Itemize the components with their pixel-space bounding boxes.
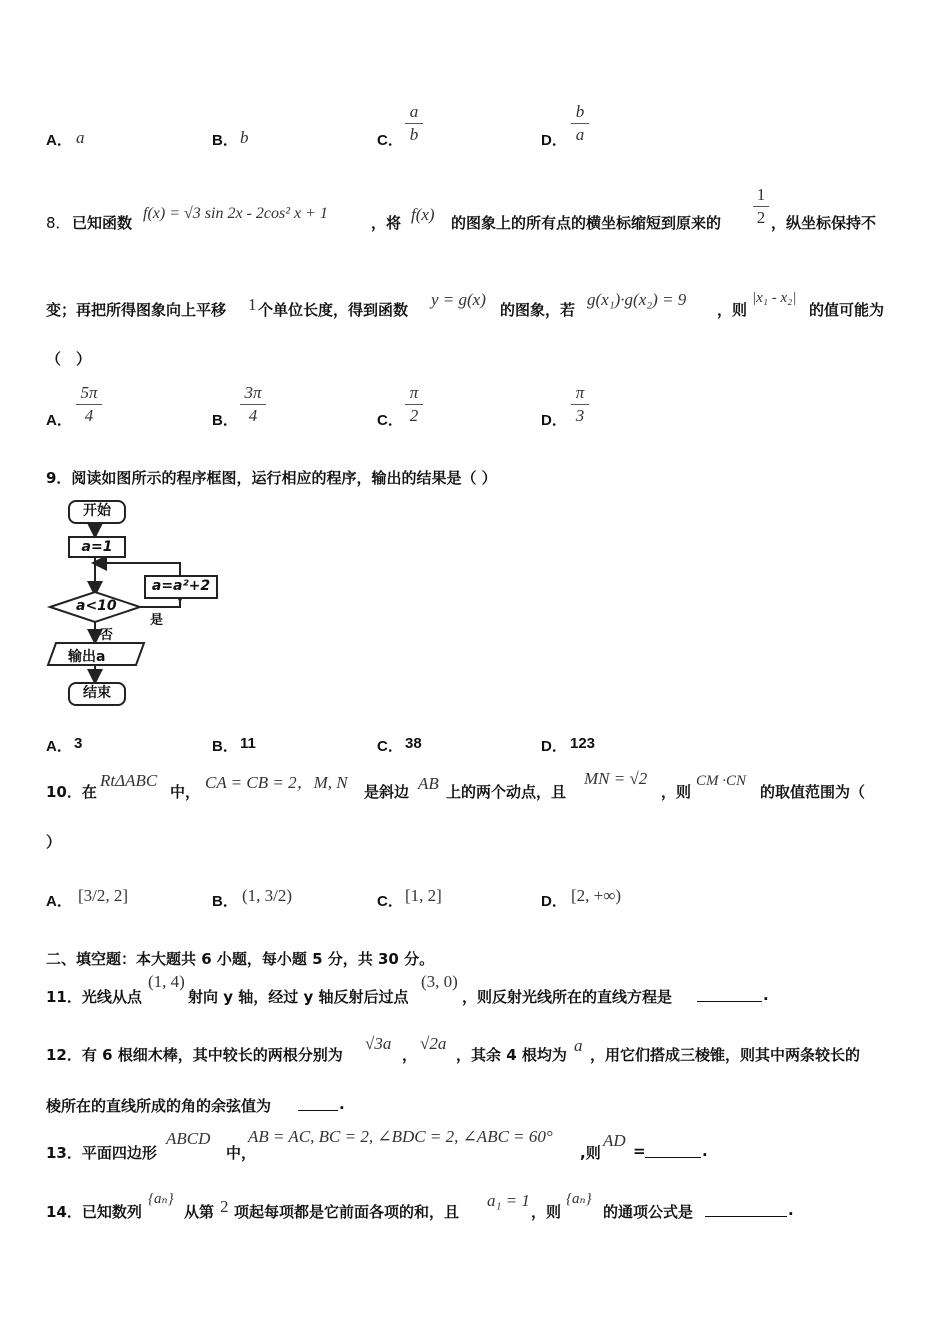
q9-option-a-value: 3 [74,735,83,752]
q8-line2-text-5: 的值可能为 [809,301,885,319]
q9-option-d-label: D． [541,738,567,755]
q8-line2-text-4: ，则 [717,301,748,319]
q13-period: . [702,1142,708,1160]
q8-text-4: ，纵坐标保持不 [771,214,877,232]
fraction-denominator: 3 [575,406,585,425]
q11-answer-blank[interactable] [697,987,762,1002]
q12-text-2: ， [402,1046,418,1064]
q8-line2-text-3: 的图象，若 [500,301,576,319]
q8-function-definition: f(x) = √3 sin 2x - 2cos² x + 1 [143,205,328,222]
fraction-denominator: 4 [248,406,258,425]
q9-option-d-value: 123 [570,735,596,752]
q8-option-b-label: B． [212,412,238,429]
fraction-numerator: π [575,383,585,402]
q8-option-d-label: D． [541,412,567,429]
q10-option-c-label: C． [377,893,403,910]
q12-value-3: a [574,1036,583,1055]
q7-option-a-value: a [76,128,85,147]
q8-answer-paren: （ ） [46,350,92,368]
q8-text-2: ，将 [371,214,402,232]
q8-option-c-label: C． [377,412,403,429]
q8-option-c-fraction [405,383,423,426]
q10-mn: MN = √2 [584,769,648,788]
q14-text-1: 14．已知数列 [46,1203,142,1221]
q7-option-d-label: D． [541,132,567,149]
q11-point-1: (1, 4) [148,972,185,991]
q10-ab: AB [418,774,439,793]
q8-line2-text-2: 个单位长度，得到函数 [258,301,409,319]
q12-text-4: ，用它们搭成三棱锥，则其中两条较长的 [590,1046,861,1064]
q13-equals: = [633,1142,646,1160]
flowchart-update: a=a²+2 [144,575,218,599]
q8-abs-difference: |x₁ - x₂| [752,290,797,306]
q10-option-c-value: [1, 2] [405,886,442,905]
q9-option-c-value: 38 [405,735,422,752]
flowchart-connectors [40,495,230,715]
q7-option-c-label: C． [377,132,403,149]
fraction-numerator: b [575,102,585,121]
q8-option-d-fraction [571,383,589,426]
q9-option-b-label: B． [212,738,238,755]
q8-one: 1 [248,295,257,314]
q11-text-2: 射向 y 轴，经过 y 轴反射后过点 [188,988,409,1006]
q10-text-1: 中， [170,783,201,801]
fraction-numerator: 3π [244,383,262,402]
q12-text-3: ，其余 4 根均为 [456,1046,567,1064]
fraction-denominator: 2 [409,406,419,425]
q10-option-a-value: [3/2, 2] [78,886,129,905]
q10-text-2: 是斜边 [364,783,410,801]
q7-option-b-label: B． [212,132,238,149]
q14-two: 2 [220,1197,229,1216]
q7-option-a-label: A． [46,132,72,149]
q9-text: 9．阅读如图所示的程序框图，运行相应的程序，输出的结果是（ ） [46,469,497,487]
q9-option-a-label: A． [46,738,72,755]
flowchart-end: 结束 [68,682,126,706]
q13-text-2: 中， [226,1144,257,1162]
q14-answer-blank[interactable] [705,1202,787,1217]
q12-value-1: √3a [365,1034,392,1053]
q10-option-a-label: A． [46,893,72,910]
flowchart-start: 开始 [68,500,126,524]
flowchart-yes-label: 是 [150,613,164,628]
q10-text-3: 上的两个动点，且 [446,783,567,801]
fraction-numerator: a [409,102,419,121]
q10-option-b-label: B． [212,893,238,910]
q8-number: 8． [46,214,71,232]
fraction-numerator: 1 [756,185,766,204]
q10-given: CA = CB = 2，M, N [205,773,348,792]
q11-period: . [763,986,769,1004]
section-2-heading: 二、填空题：本大题共 6 小题，每小题 5 分，共 30 分。 [46,950,435,968]
q13-quadrilateral: ABCD [166,1129,211,1148]
fraction-denominator: 2 [756,208,766,227]
q8-line2-text-1: 变；再把所得图象向上平移 [46,301,227,319]
q8-option-b-fraction [240,383,266,426]
q10-number: 10．在 [46,783,97,801]
q8-option-a-fraction [76,383,102,426]
q10-close-paren: ） [46,833,62,851]
q10-option-d-value: [2, +∞) [571,886,622,905]
q14-sequence-2: {aₙ} [566,1191,592,1207]
q8-half-fraction [753,185,769,228]
q14-text-4: ，则 [531,1203,562,1221]
q8-text-1: 已知函数 [72,214,133,232]
q14-text-5: 的通项公式是 [603,1203,694,1221]
q12-text-5: 棱所在的直线所成的角的余弦值为 [46,1097,272,1115]
q10-option-d-label: D． [541,893,567,910]
q13-answer-blank[interactable] [645,1143,701,1158]
flowchart-output: 输出a [68,649,106,665]
q8-condition: g(x₁)·g(x₂) = 9 [587,290,687,309]
q13-text-1: 13．平面四边形 [46,1144,157,1162]
fraction-numerator: 5π [80,383,98,402]
flowchart-init: a=1 [68,536,126,558]
q13-ad: AD [603,1131,626,1150]
q7-option-d-fraction [571,102,589,145]
q11-text-3: ，则反射光线所在的直线方程是 [462,988,673,1006]
q8-option-a-label: A． [46,412,72,429]
q11-point-2: (3, 0) [421,972,458,991]
flowchart-no-label: 否 [100,628,114,643]
q8-g-definition: y = g(x) [431,290,486,309]
q12-answer-blank[interactable] [298,1096,338,1111]
q8-text-3: 的图象上的所有点的横坐标缩短到原来的 [451,214,722,232]
q13-conditions: AB = AC, BC = 2, ∠BDC = 2, ∠ABC = 60° [248,1127,553,1146]
fraction-denominator: b [409,125,419,144]
q14-text-3: 项起每项都是它前面各项的和，且 [234,1203,460,1221]
q8-fx: f(x) [411,205,435,224]
q7-option-c-fraction [405,102,423,145]
q14-sequence: {aₙ} [148,1191,174,1207]
q14-first-term: a₁ = 1 [487,1191,530,1210]
q10-triangle: RtΔABC [100,771,158,790]
q14-period: . [788,1201,794,1219]
q14-text-2: 从第 [184,1203,215,1221]
q10-dot-product: CM ·CN [696,773,747,789]
q9-option-b-value: 11 [240,735,256,752]
q10-option-b-value: (1, 3/2) [242,886,293,905]
q10-text-4: ，则 [661,783,692,801]
q12-text-1: 12．有 6 根细木棒，其中较长的两根分别为 [46,1046,343,1064]
q7-option-b-value: b [240,128,249,147]
fraction-numerator: π [409,383,419,402]
fraction-denominator: 4 [84,406,94,425]
q11-text-1: 11．光线从点 [46,988,142,1006]
fraction-denominator: a [575,125,585,144]
flowchart-condition: a<10 [76,598,117,614]
q13-text-3: ,则 [580,1144,601,1162]
q12-period: . [339,1095,345,1113]
q12-value-2: √2a [420,1034,447,1053]
q9-option-c-label: C． [377,738,403,755]
q10-text-5: 的取值范围为（ [760,783,866,801]
